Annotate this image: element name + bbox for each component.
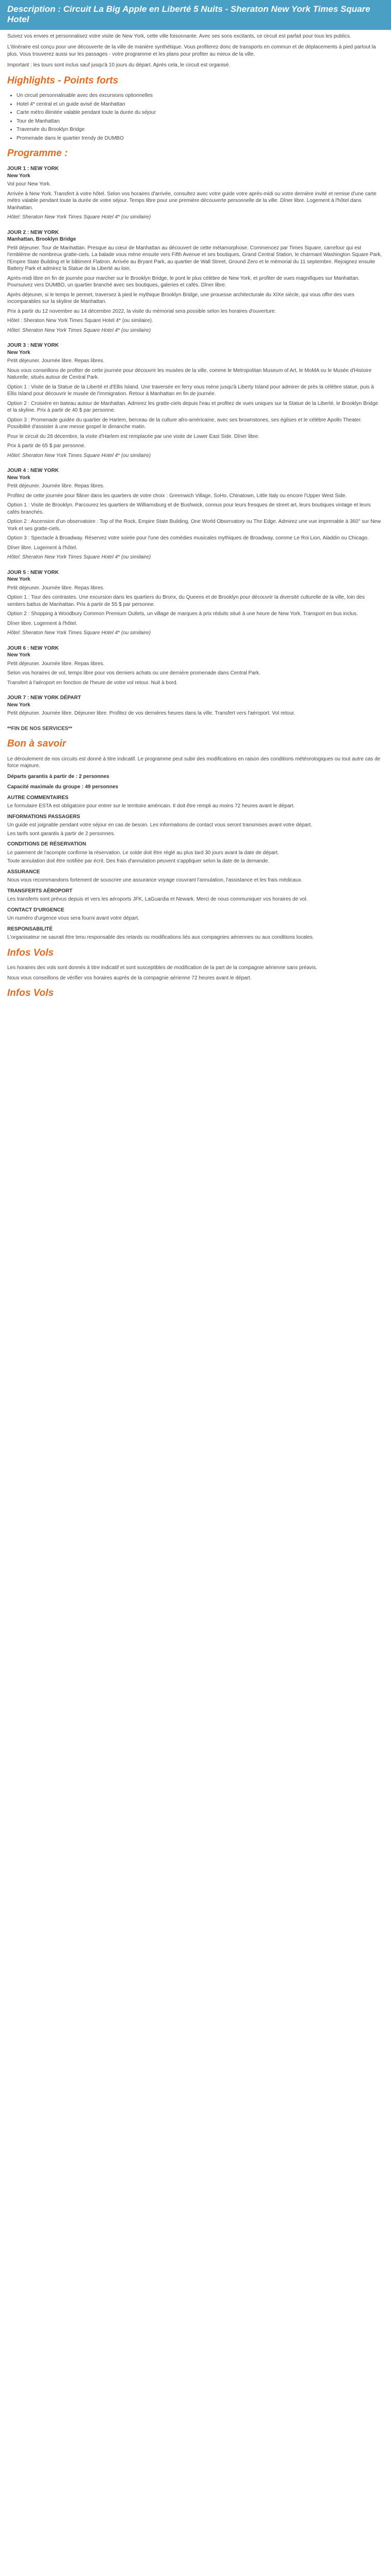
- day-paragraph: Option 2 : Shopping à Woodbury Common Premium Outlets, un village de marques à prix réduits situé à une heure de New York. Transport en bus inclus.: [7, 611, 358, 617]
- highlight-item: • Un circuit personnalisable avec des excursions optionnelles: [17, 92, 384, 99]
- day-paragraph: Après déjeuner, si le temps le permet, traversez à pied le mythique Brooklyn Bridge, une prouesse architecturale du XIXe siècle, qui vous offre des vues incomparables sur la skyline de Manhattan.: [7, 292, 354, 305]
- highlight-item: • Promenade dans le quartier trendy de DUMBO: [17, 135, 384, 142]
- day-paragraph: Option 3 : Spectacle à Broadway. Réservez votre soirée pour l'une des comédies musicales mythiques de Broadway, comme Le Roi Lion, Aladdin ou Chicago.: [7, 535, 369, 541]
- day-block: [7, 467, 384, 561]
- day-title: JOUR 2 : NEW YORK: [7, 229, 59, 235]
- day-block: [7, 165, 384, 221]
- day-title: JOUR 3 : NEW YORK: [7, 343, 59, 349]
- conditions-title: Bon à savoir: [7, 738, 67, 750]
- page-title: Description : Circuit La Big Apple en Liberté 5 Nuits - Sheraton New York Times Square Hotel: [7, 4, 370, 25]
- day-paragraph: Petit déjeuner. Journée libre. Déjeuner libre. Profitez de vos dernières heures dans la ville. Transfert vers l'aéroport. Vol retour.: [7, 710, 296, 717]
- conditions-paragraph: Les transferts sont prévus depuis et vers les aéroports JFK, LaGuardia et Newark. Merci de nous communiquer vos horaires de vol.: [7, 896, 308, 903]
- day-paragraph: Petit déjeuner. Journée libre. Repas libres.: [7, 585, 105, 591]
- day-paragraph: Nous vous conseillons de profiter de cette journée pour découvrir les musées de la ville, comme le Metropolitan Museum of Art, le MoMA ou le Musée d'Histoire Naturelle, situés autour de Central Park.: [7, 367, 372, 381]
- conditions-heading: CONDITIONS DE RÉSERVATION: [7, 841, 86, 848]
- day-paragraph: Option 1 : Tour des contrastes. Une excursion dans les quartiers du Bronx, du Queens et de Brooklyn pour découvrir la diversité culturelle de la ville, loin des sentiers battus de Manhattan. Prix à partir de 55 $ par personne.: [7, 595, 365, 607]
- content: [0, 30, 391, 1000]
- conditions-heading: Départs garantis à partir de : 2 personnes: [7, 773, 109, 779]
- conditions-heading: AUTRE COMMENTAIRES: [7, 794, 69, 801]
- conditions-body: [7, 756, 384, 941]
- day-paragraph: Prix à partir de 65 $ par personne.: [7, 443, 86, 449]
- day-paragraph: Option 2 : Ascension d'un observatoire : Top of the Rock, Empire State Building, One World Observatory ou The Edge. Admirez une vue imprenable à 360° sur New York et ses gratte-ciels.: [7, 519, 381, 532]
- day-paragraph: Option 3 : Promenade guidée du quartier de Harlem, berceau de la culture afro-américaine, avec ses brownstones, ses églises et le célèbre Apollo Theater. Possibilité d'assister à une messe gospel le dimanche matin.: [7, 417, 362, 430]
- page-header: [0, 0, 391, 30]
- conditions-paragraph: Un numéro d'urgence vous sera fourni avant votre départ.: [7, 916, 139, 922]
- day-hotel-note: Hôtel: Sheraton New York Times Square Hotel 4* (ou similaire): [7, 452, 151, 459]
- conditions-heading: RESPONSABILITÉ: [7, 926, 53, 932]
- day-title: JOUR 6 : NEW YORK: [7, 645, 59, 651]
- day-hotel-note: Hôtel: Sheraton New York Times Square Hotel 4* (ou similaire): [7, 214, 151, 221]
- highlight-item: • Traversée du Brooklyn Bridge: [17, 126, 384, 133]
- day-paragraph: Selon vos horaires de vol, temps libre pour vos derniers achats ou une dernière promenade dans Central Park.: [7, 670, 260, 676]
- day-paragraph: Option 1 : Visite de Brooklyn. Parcourez les quartiers de Williamsburg et de Bushwick, connus pour leurs fresques de street art, leurs boutiques vintage et leurs cafés branchés.: [7, 502, 371, 515]
- day-body: [7, 245, 384, 325]
- day-paragraph: Petit déjeuner. Journée libre. Repas libres.: [7, 660, 105, 667]
- intro-paragraph: Important : les tours sont inclus sauf jusqu'à 10 jours du départ. Après cela, le circuit est organisé.: [7, 62, 231, 69]
- day-paragraph: Après-midi libre en fin de journée pour marcher sur le Brooklyn Bridge, le pont le plus célèbre de New York, et profiter de vues magnifiques sur Manhattan. Poursuivez vers DUMBO, un quartier branché avec ses boutiques, galeries et cafés. Dîner libre.: [7, 275, 360, 289]
- day-paragraph: Dîner libre. Logement à l'hôtel.: [7, 620, 77, 626]
- highlight-item: • Carte métro illimitée valable pendant toute la durée du séjour: [17, 109, 384, 116]
- day-paragraph: Profitez de cette journée pour flâner dans les quartiers de votre choix : Greenwich Village, SoHo, Chinatown, Little Italy ou encore l'Upper West Side.: [7, 493, 347, 499]
- day-paragraph: Option 1 : Visite de la Statue de la Liberté et d'Ellis Island. Une traversée en ferry vous mène jusqu'à Liberty Island pour admirer de près la célèbre statue, puis à Ellis Island pour découvrir le musée de l'immigration. Retour à Manhattan en fin de journée.: [7, 384, 374, 397]
- intro: [7, 33, 384, 69]
- conditions-paragraph: Nous vous recommandons fortement de souscrire une assurance voyage couvrant l'annulation, l'assistance et les frais médicaux.: [7, 877, 303, 884]
- intro-paragraph: Suivez vos envies et personnalisez votre visite de New York, cette ville foisonnante. Avec ses sons excitants, ce circuit est parfait pour tous les publics.: [7, 33, 351, 39]
- day-block: [7, 569, 384, 637]
- day-block: [7, 694, 384, 717]
- info-title: Infos Vols: [7, 947, 54, 958]
- day-subtitle: Manhattan, Brooklyn Bridge: [7, 236, 76, 243]
- day-block: [7, 229, 384, 334]
- day-block: [7, 342, 384, 459]
- day-subtitle: New York: [7, 474, 30, 481]
- info-paragraph: Nous vous conseillons de vérifier vos horaires auprès de la compagnie aérienne 72 heures avant le départ.: [7, 975, 252, 981]
- conditions-heading: INFORMATIONS PASSAGERS: [7, 814, 80, 820]
- info-footer-title: Infos Vols: [7, 988, 54, 999]
- info-paragraph: Les horaires des vols sont donnés à titre indicatif et sont susceptibles de modification de la part de la compagnie aérienne sans préavis.: [7, 965, 317, 971]
- conditions-paragraph: Le paiement de l'acompte confirme la réservation. Le solde doit être réglé au plus tard 30 jours avant la date de départ.: [7, 850, 279, 856]
- day-body: [7, 585, 384, 628]
- day-paragraph: Pour le circuit du 28 décembre, la visite d'Harlem est remplacée par une visite de Lower East Side. Dîner libre.: [7, 433, 259, 439]
- day-paragraph: Petit déjeuner. Tour de Manhattan. Presque au cœur de Manhattan au découvert de cette métamorphose. Commencez par Times Square, carrefour qui est l'emblème de nombreux gratte-ciels. La balade vous mène ensuite vers Fifth Avenue et ses boutiques, Grand Central Station, le charmant Washington Square Park, l'Empire State Building et le bâtiment Flatiron. Arrivée au Bryant Park, au quartier de Wall Street, Ground Zero et le mémorial du 11 septembre. Rejoignez ensuite Battery Park et admirez la Statue de la Liberté au loin.: [7, 245, 382, 272]
- highlights-title: Highlights - Points forts: [7, 75, 119, 86]
- day-paragraph: Option 2 : Croisière en bateau autour de Manhattan. Admirez les gratte-ciels depuis l'eau et profitez de vues uniques sur la Statue de la Liberté, le Brooklyn Bridge et la skyline. Prix à partir de 40 $ par personne.: [7, 400, 378, 414]
- day-paragraph: Petit déjeuner. Journée libre. Repas libres.: [7, 358, 105, 364]
- day-paragraph: Dîner libre. Logement à l'hôtel.: [7, 545, 77, 551]
- conditions-paragraph: L'organisateur ne saurait être tenu responsable des retards ou modifications liés aux compagnies aériennes ou aux conditions locales.: [7, 935, 314, 941]
- highlight-item: • Tour de Manhattan: [17, 118, 384, 125]
- day-title: JOUR 4 : NEW YORK: [7, 468, 59, 474]
- conditions-paragraph: Le formulaire ESTA est obligatoire pour entrer sur le territoire américain. Il doit être rempli au moins 72 heures avant le départ.: [7, 803, 295, 809]
- highlight-item: • Hotel 4* central et un guide avisé de Manhattan: [17, 101, 384, 108]
- closing-text: **FIN DE NOS SERVICES**: [7, 725, 72, 732]
- day-paragraph: Vol pour New York.: [7, 181, 51, 188]
- day-subtitle: New York: [7, 349, 30, 355]
- conditions-heading: ASSURANCE: [7, 869, 40, 875]
- conditions-paragraph: Les tarifs sont garantis à partir de 2 personnes.: [7, 831, 116, 837]
- day-hotel-note: Hôtel: Sheraton New York Times Square Hotel 4* (ou similaire): [7, 554, 151, 561]
- day-body: [7, 358, 384, 450]
- conditions-heading: CONTACT D'URGENCE: [7, 907, 64, 913]
- conditions-paragraph: Toute annulation doit être notifiée par écrit. Des frais d'annulation peuvent s'appliquer selon la date de la demande.: [7, 858, 270, 865]
- day-body: [7, 660, 384, 687]
- day-subtitle: New York: [7, 652, 30, 658]
- info-body: [7, 964, 384, 981]
- day-subtitle: New York: [7, 173, 30, 179]
- conditions-heading: Capacité maximale du groupe : 49 personnes: [7, 784, 119, 790]
- day-title: JOUR 1 : NEW YORK: [7, 166, 59, 172]
- day-subtitle: New York: [7, 577, 30, 583]
- conditions-paragraph: Le déroulement de nos circuits est donné à titre indicatif. Le programme peut subir des modifications en raison des conditions météorologiques ou tout autre cas de force majeure.: [7, 756, 381, 769]
- day-hotel-note: Hôtel: Sheraton New York Times Square Hotel 4* (ou similaire): [7, 630, 151, 636]
- day-body: [7, 710, 384, 717]
- day-paragraph: Transfert à l'aéroport en fonction de l'heure de votre vol retour. Nuit à bord.: [7, 680, 178, 686]
- day-paragraph: Arrivée à New York. Transfert à votre hôtel. Selon vos horaires d'arrivée, consultez avec votre guide votre après-midi ou votre dernière invité et remise d'une carte métro valable pendant toute la durée de votre séjour. Temps libre pour une première découverte personnelle de la ville. Dîner libre. Logement à l'hôtel dans Manhattan.: [7, 191, 377, 211]
- day-block: [7, 645, 384, 687]
- day-paragraph: Hôtel : Sheraton New York Times Square Hotel 4* (ou similaire).: [7, 318, 153, 324]
- highlights-list: [7, 92, 384, 142]
- programme-days: [7, 165, 384, 717]
- day-paragraph: Petit déjeuner. Journée libre. Repas libres.: [7, 483, 105, 489]
- day-title: JOUR 7 : NEW YORK DÉPART: [7, 695, 81, 701]
- day-hotel-note: Hôtel: Sheraton New York Times Square Hotel 4* (ou similaire): [7, 327, 151, 333]
- day-title: JOUR 5 : NEW YORK: [7, 569, 59, 575]
- day-subtitle: New York: [7, 702, 30, 708]
- day-paragraph: Prix à partir du 12 novembre au 14 décembre 2022, la visite du mémorial sera possible selon les horaires d'ouverture.: [7, 308, 276, 314]
- day-body: [7, 483, 384, 551]
- programme-title: Programme :: [7, 148, 68, 159]
- day-body: [7, 181, 384, 211]
- conditions-paragraph: Un guide est joignable pendant votre séjour en cas de besoin. Les informations de contact vous seront transmises avant votre départ.: [7, 822, 312, 828]
- conditions-heading: TRANSFERTS AÉROPORT: [7, 888, 73, 894]
- intro-paragraph: L'itinéraire est conçu pour une découverte de la ville de manière synthétique. Vous profiterez donc de transports en commun et de déplacements à pied partout la plus. Vous trouverez aussi sur les passages - votre programme et les plans pour profiter au mieux de la ville.: [7, 44, 376, 57]
